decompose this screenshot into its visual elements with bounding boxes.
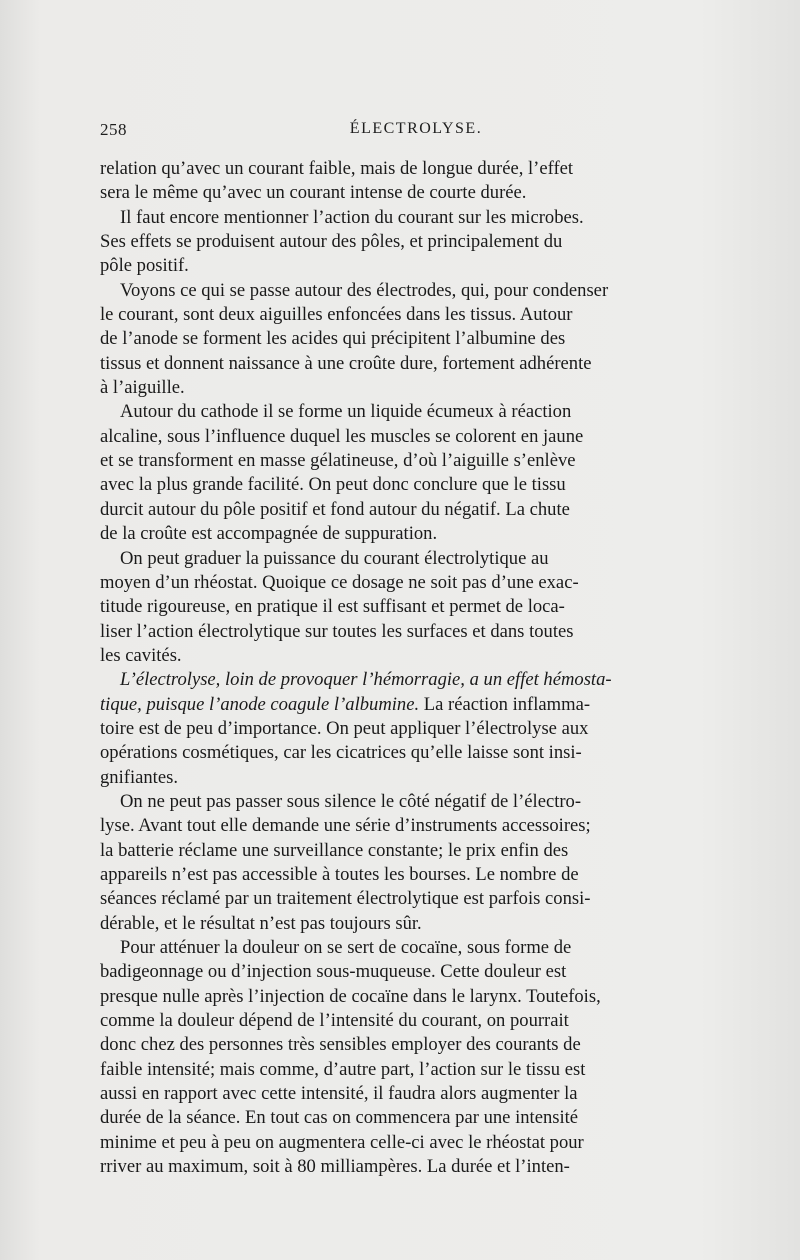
text-line: relation qu’avec un courant faible, mais de longue durée, l’effet — [100, 158, 574, 179]
text-line: On ne peut pas passer sous silence le côté négatif de l’électro- — [120, 790, 582, 812]
text-line: badigeonnage ou d’injection sous-muqueuse. Cette douleur est — [100, 961, 567, 983]
body-text — [100, 157, 730, 1179]
text-line: de la croûte est accompagnée de suppuration. — [100, 523, 438, 545]
text-line: et se transforment en masse gélatineuse, d’où l’aiguille s’enlève — [100, 450, 576, 472]
running-head — [100, 120, 732, 142]
text-line: aussi en rapport avec cette intensité, il faudra alors augmenter la — [100, 1083, 578, 1105]
text-line: avec la plus grande facilité. On peut donc conclure que le tissu — [100, 474, 566, 496]
text-line: à l’aiguille. — [100, 377, 185, 399]
text-line: alcaline, sous l’influence duquel les muscles se colorent en jaune — [100, 425, 584, 447]
text-line: le courant, sont deux aiguilles enfoncées dans les tissus. Autour — [100, 304, 573, 326]
text-line: gnifiantes. — [100, 766, 178, 788]
text-line: la batterie réclame une surveillance constante; le prix enfin des — [100, 839, 569, 861]
text-line-mixed — [100, 693, 730, 717]
text-line: opérations cosmétiques, car les cicatrices qu’elle laisse sont insi- — [100, 742, 582, 764]
text-line: donc chez des personnes très sensibles employer des courants de — [100, 1034, 581, 1056]
text-line: Autour du cathode il se forme un liquide écumeux à réaction — [120, 401, 572, 423]
text-line: Il faut encore mentionner l’action du courant sur les microbes. — [120, 206, 584, 228]
text-line: minime et peu à peu on augmentera celle-ci avec le rhéostat pour — [100, 1131, 584, 1153]
text-line: liser l’action électrolytique sur toutes les surfaces et dans toutes — [100, 620, 574, 642]
text-line: pôle positif. — [100, 255, 189, 277]
italic-phrase: tique, puisque l’anode coagule l’albumine. — [100, 693, 420, 715]
text-line: toire est de peu d’importance. On peut appliquer l’électrolyse aux — [100, 717, 589, 739]
text-line-italic: L’électrolyse, loin de provoquer l’hémorragie, a un effet hémosta- — [120, 669, 612, 691]
text-line: de l’anode se forment les acides qui précipitent l’albumine des — [100, 328, 566, 350]
text-line: dérable, et le résultat n’est pas toujours sûr. — [100, 912, 422, 934]
text-line: durée de la séance. En tout cas on commencera par une intensité — [100, 1107, 579, 1129]
text-line: comme la douleur dépend de l’intensité du courant, on pourrait — [100, 1010, 569, 1032]
text-line: tissus et donnent naissance à une croûte dure, fortement adhérente — [100, 352, 592, 374]
text-line: durcit autour du pôle positif et fond autour du négatif. La chute — [100, 498, 570, 520]
text-line: On peut graduer la puissance du courant électrolytique au — [120, 547, 549, 569]
text-line: presque nulle après l’injection de cocaïne dans le larynx. Toutefois, — [100, 985, 601, 1007]
text-line: rriver au maximum, soit à 80 milliampères. La durée et l’inten- — [100, 1156, 570, 1178]
text-line: sera le même qu’avec un courant intense de courte durée. — [100, 182, 527, 204]
text-line: appareils n’est pas accessible à toutes les bourses. Le nombre de — [100, 863, 579, 885]
text-line: titude rigoureuse, en pratique il est suffisant et permet de loca- — [100, 596, 565, 618]
text-line: lyse. Avant tout elle demande une série d’instruments accessoires; — [100, 815, 591, 837]
text-line: Pour atténuer la douleur on se sert de cocaïne, sous forme de — [120, 937, 572, 958]
text-line: faible intensité; mais comme, d’autre part, l’action sur le tissu est — [100, 1058, 586, 1080]
text-line: moyen d’un rhéostat. Quoique ce dosage ne soit pas d’une exac- — [100, 571, 579, 593]
text-line: Voyons ce qui se passe autour des électrodes, qui, pour condenser — [120, 279, 609, 301]
text-line: les cavités. — [100, 644, 182, 666]
text-line: séances réclamé par un traitement électrolytique est parfois consi- — [100, 888, 591, 910]
text-line: Ses effets se produisent autour des pôles, et principalement du — [100, 231, 563, 253]
roman-phrase: La réaction inflamma- — [419, 693, 591, 715]
page-number: 258 — [100, 120, 127, 139]
chapter-title: ÉLECTROLYSE. — [349, 120, 483, 137]
